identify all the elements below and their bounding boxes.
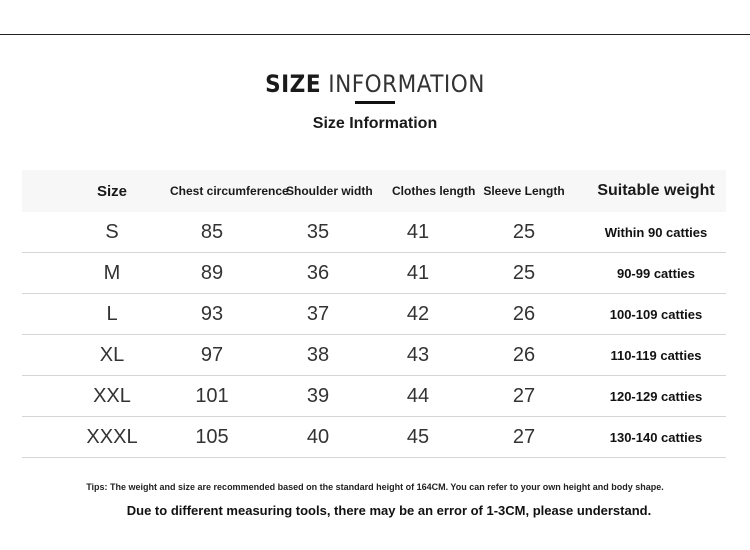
title-bold: SIZE: [265, 70, 322, 98]
table-row: [22, 376, 726, 417]
title-underline: [355, 101, 395, 104]
cell-sleeve-length: 27: [512, 384, 536, 407]
cell-shoulder: 37: [306, 302, 330, 325]
tips-text: Tips: The weight and size are recommended based on the standard height of 164CM. You can refer to your own height and body shape.: [86, 482, 664, 492]
cell-weight: 120-129 catties: [609, 388, 703, 404]
title-light: INFORMATION: [328, 70, 485, 98]
cell-clothes-length: 41: [406, 261, 430, 284]
size-table: [22, 170, 726, 458]
header-shoulder: Shoulder width: [286, 184, 373, 198]
cell-sleeve-length: 27: [512, 425, 536, 448]
cell-shoulder: 36: [306, 261, 330, 284]
header-sleeve-length: Sleeve Length: [483, 184, 565, 198]
table-header-row: [22, 170, 726, 212]
cell-sleeve-length: 26: [512, 343, 536, 366]
cell-weight: 100-109 catties: [609, 306, 703, 322]
cell-shoulder: 35: [306, 220, 330, 243]
cell-clothes-length: 42: [406, 302, 430, 325]
header-suitable-weight: Suitable weight: [597, 182, 715, 199]
cell-clothes-length: 44: [406, 384, 430, 407]
cell-sleeve-length: 26: [512, 302, 536, 325]
cell-size: L: [106, 302, 118, 325]
cell-clothes-length: 45: [406, 425, 430, 448]
cell-weight: 130-140 catties: [609, 429, 703, 445]
header-size: Size: [96, 182, 127, 200]
table-row: [22, 335, 726, 376]
top-divider: [0, 34, 750, 35]
cell-size: XL: [99, 343, 125, 366]
cell-clothes-length: 41: [406, 220, 430, 243]
cell-chest: 101: [195, 384, 229, 407]
table-row: [22, 417, 726, 458]
cell-size: XXL: [93, 384, 131, 407]
measurement-note: Due to different measuring tools, there may be an error of 1-3CM, please understand.: [126, 503, 652, 518]
cell-shoulder: 39: [306, 384, 330, 407]
cell-chest: 89: [200, 261, 224, 284]
cell-shoulder: 38: [306, 343, 330, 366]
cell-weight: 110-119 catties: [610, 347, 702, 363]
table-row: [22, 212, 726, 253]
cell-size: M: [103, 261, 121, 284]
cell-weight: Within 90 catties: [604, 224, 708, 240]
cell-clothes-length: 43: [406, 343, 430, 366]
table-row: [22, 294, 726, 335]
header-clothes-length: Clothes length: [392, 184, 476, 198]
cell-chest: 85: [200, 220, 224, 243]
cell-size: S: [105, 220, 119, 243]
cell-shoulder: 40: [306, 425, 330, 448]
table-row: [22, 253, 726, 294]
header-chest: Chest circumference: [170, 184, 289, 198]
cell-chest: 105: [195, 425, 229, 448]
cell-size: XXXL: [86, 425, 138, 448]
cell-chest: 93: [200, 302, 224, 325]
cell-weight: 90-99 catties: [616, 265, 696, 281]
cell-sleeve-length: 25: [512, 220, 536, 243]
page-title: [0, 70, 750, 99]
subtitle: Size Information: [312, 115, 438, 132]
cell-chest: 97: [200, 343, 224, 366]
cell-sleeve-length: 25: [512, 261, 536, 284]
